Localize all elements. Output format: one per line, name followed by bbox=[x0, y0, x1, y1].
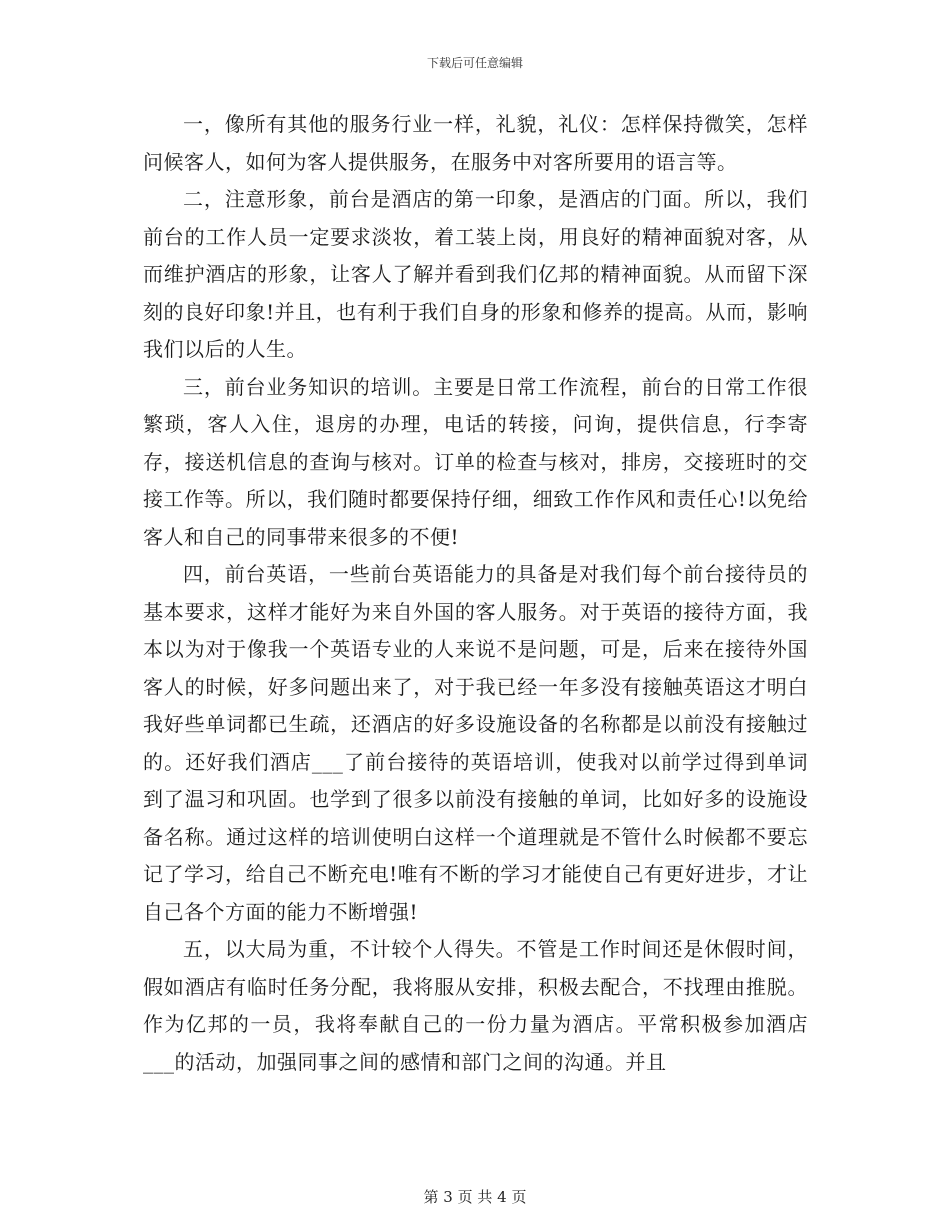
paragraph-image: 二，注意形象，前台是酒店的第一印象，是酒店的门面。所以，我们前台的工作人员一定要求淡妆，着工装上岗，用良好的精神面貌对客，从而维护酒店的形象，让客人了解并看到我们亿邦的精神面貌。从而留下深刻的良好印象!并且，也有利于我们自身的形象和修养的提高。从而，影响我们以后的人生。 bbox=[143, 187, 808, 361]
page-number: 第 3 页 共 4 页 bbox=[423, 1188, 527, 1206]
page-header-note: 下载后可任意编辑 bbox=[426, 56, 523, 70]
paragraph-courtesy: 一，像所有其他的服务行业一样，礼貌，礼仪：怎样保持微笑，怎样问候客人，如何为客人提供服务，在服务中对客所要用的语言等。 bbox=[143, 112, 808, 174]
paragraph-teamwork: 五，以大局为重，不计较个人得失。不管是工作时间还是休假时间，假如酒店有临时任务分配，我将服从安排，积极去配合，不找理由推脱。作为亿邦的一员，我将奉献自己的一份力量为酒店。平常积极参加酒店___的活动，加强同事之间的感情和部门之间的沟通。并且 bbox=[143, 937, 808, 1074]
paragraph-front-desk-knowledge: 三，前台业务知识的培训。主要是日常工作流程，前台的日常工作很繁琐，客人入住，退房的办理，电话的转接，问询，提供信息，行李寄存，接送机信息的查询与核对。订单的检查与核对，排房，交接班时的交接工作等。所以，我们随时都要保持仔细，细致工作作风和责任心!以免给客人和自己的同事带来很多的不便! bbox=[143, 374, 808, 549]
paragraph-english: 四，前台英语，一些前台英语能力的具备是对我们每个前台接待员的基本要求，这样才能好为来自外国的客人服务。对于英语的接待方面，我本以为对于像我一个英语专业的人来说不是问题，可是，后来在接待外国客人的时候，好多问题出来了，对于我已经一年多没有接触英语这才明白我好些单词都已生疏，还酒店的好多设施设备的名称都是以前没有接触过的。还好我们酒店___了前台接待的英语培训，使我对以前学过得到单词到了温习和巩固。也学到了很多以前没有接触的单词，比如好多的设施设备名称。通过这样的培训使明白这样一个道理就是不管什么时候都不要忘记了学习，给自己不断充电!唯有不断的学习才能使自己有更好进步，才让自己各个方面的能力不断增强! bbox=[143, 562, 808, 924]
document-body bbox=[143, 106, 808, 1081]
